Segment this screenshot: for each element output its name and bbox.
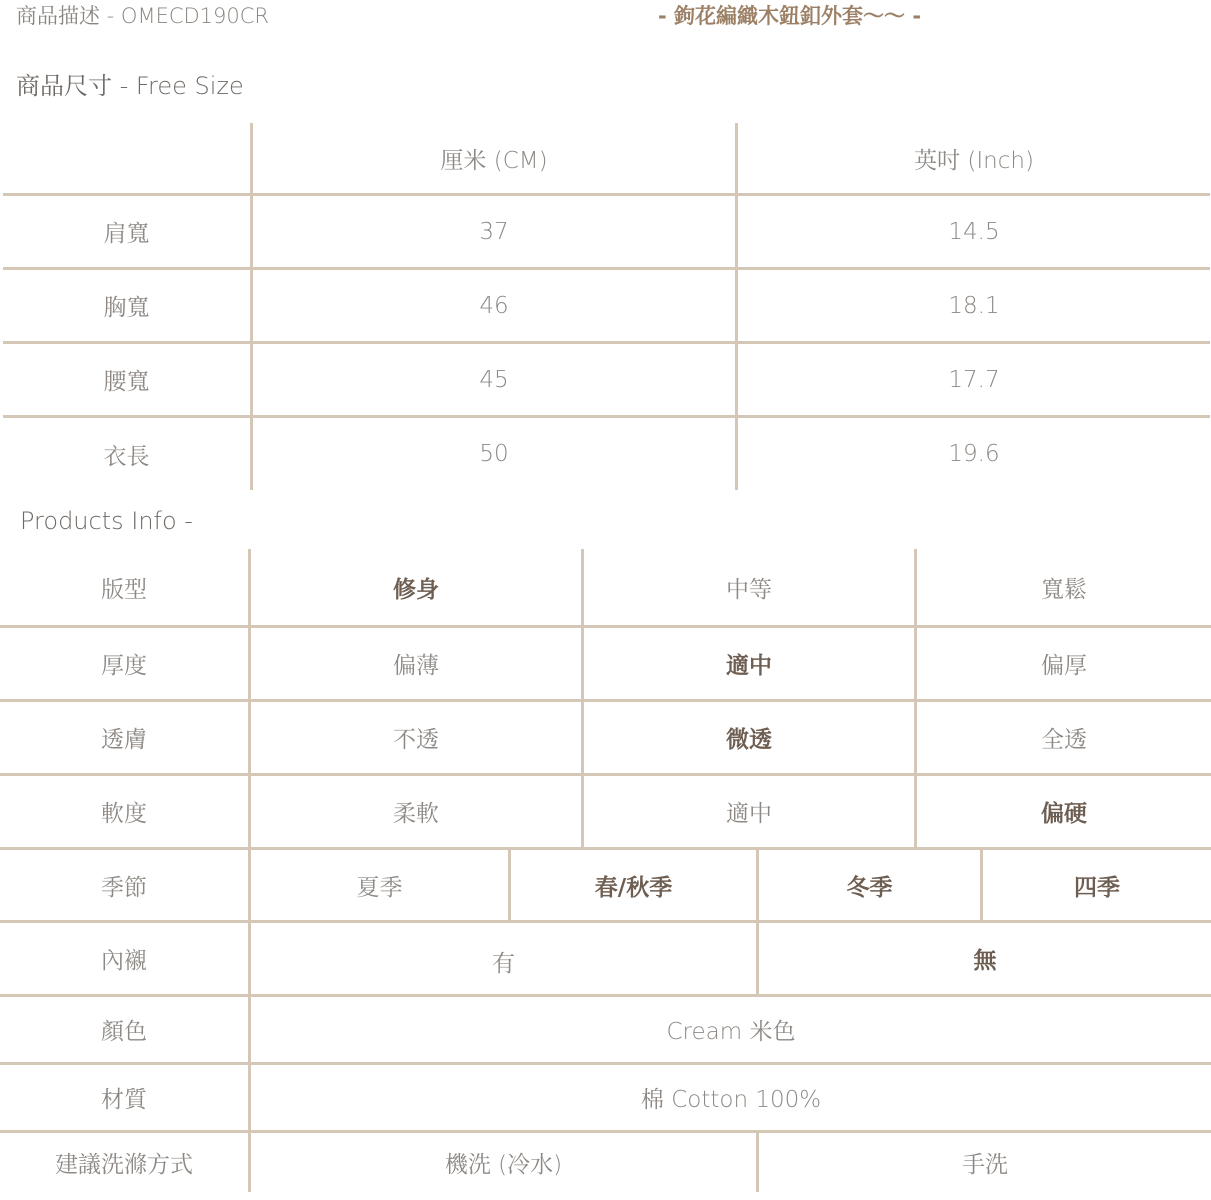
info-section-title: Products Info - xyxy=(20,507,193,535)
size-section-title: 商品尺寸 - Free Size xyxy=(16,72,244,100)
washing-option-machine: 機洗 (冷水) xyxy=(444,1152,563,1178)
fit-option-regular: 中等 xyxy=(726,576,772,603)
size-row-inch: 17.7 xyxy=(948,366,1000,393)
thickness-label: 厚度 xyxy=(101,653,147,679)
season-option-spring-autumn: 春/秋季 xyxy=(594,874,673,901)
softness-option-stiff: 偏硬 xyxy=(1041,801,1087,827)
size-column-cm: 厘米 (CM) xyxy=(440,147,548,174)
sheerness-option-slight: 微透 xyxy=(726,727,772,753)
material-label: 材質 xyxy=(101,1087,147,1113)
thickness-option-thin: 偏薄 xyxy=(393,653,439,679)
size-row-cm: 46 xyxy=(479,292,509,319)
season-option-all-seasons: 四季 xyxy=(1074,874,1120,901)
size-column-inch: 英吋 (Inch) xyxy=(914,147,1034,174)
product-description-code: 商品描述 - OMECD190CR xyxy=(16,4,270,28)
lining-label: 內襯 xyxy=(101,948,147,974)
softness-option-soft: 柔軟 xyxy=(393,801,439,827)
sheerness-option-sheer: 全透 xyxy=(1041,727,1087,753)
fit-option-slim: 修身 xyxy=(393,576,439,603)
fit-label: 版型 xyxy=(101,576,147,603)
fit-option-loose: 寬鬆 xyxy=(1041,576,1087,603)
size-row-cm: 45 xyxy=(479,366,509,393)
product-title: - 鉤花編織木鈕釦外套〜〜 - xyxy=(658,4,922,28)
color-label: 顏色 xyxy=(101,1019,147,1045)
color-value: Cream 米色 xyxy=(666,1019,796,1045)
size-row-label: 胸寬 xyxy=(103,295,150,321)
lining-option-no: 無 xyxy=(973,948,997,974)
softness-label: 軟度 xyxy=(101,801,147,827)
season-option-summer: 夏季 xyxy=(356,874,403,901)
season-label: 季節 xyxy=(101,874,147,901)
size-row-label: 肩寬 xyxy=(103,221,150,247)
size-row-label: 腰寬 xyxy=(103,369,150,395)
size-row-cm: 50 xyxy=(479,441,509,467)
size-row-inch: 19.6 xyxy=(948,441,1000,467)
softness-option-medium: 適中 xyxy=(726,801,772,827)
thickness-option-thick: 偏厚 xyxy=(1041,653,1087,679)
season-option-winter: 冬季 xyxy=(846,874,893,901)
washing-option-hand: 手洗 xyxy=(962,1152,1008,1178)
size-row-label: 衣長 xyxy=(103,443,150,470)
size-row-cm: 37 xyxy=(479,218,509,245)
material-value: 棉 Cotton 100% xyxy=(640,1087,822,1113)
sheerness-label: 透膚 xyxy=(101,727,147,753)
lining-option-yes: 有 xyxy=(492,950,515,977)
sheerness-option-opaque: 不透 xyxy=(393,727,439,753)
size-row-inch: 18.1 xyxy=(948,292,1000,319)
washing-label: 建議洗滌方式 xyxy=(55,1152,193,1178)
size-row-inch: 14.5 xyxy=(948,218,1000,245)
thickness-option-medium: 適中 xyxy=(726,653,772,679)
